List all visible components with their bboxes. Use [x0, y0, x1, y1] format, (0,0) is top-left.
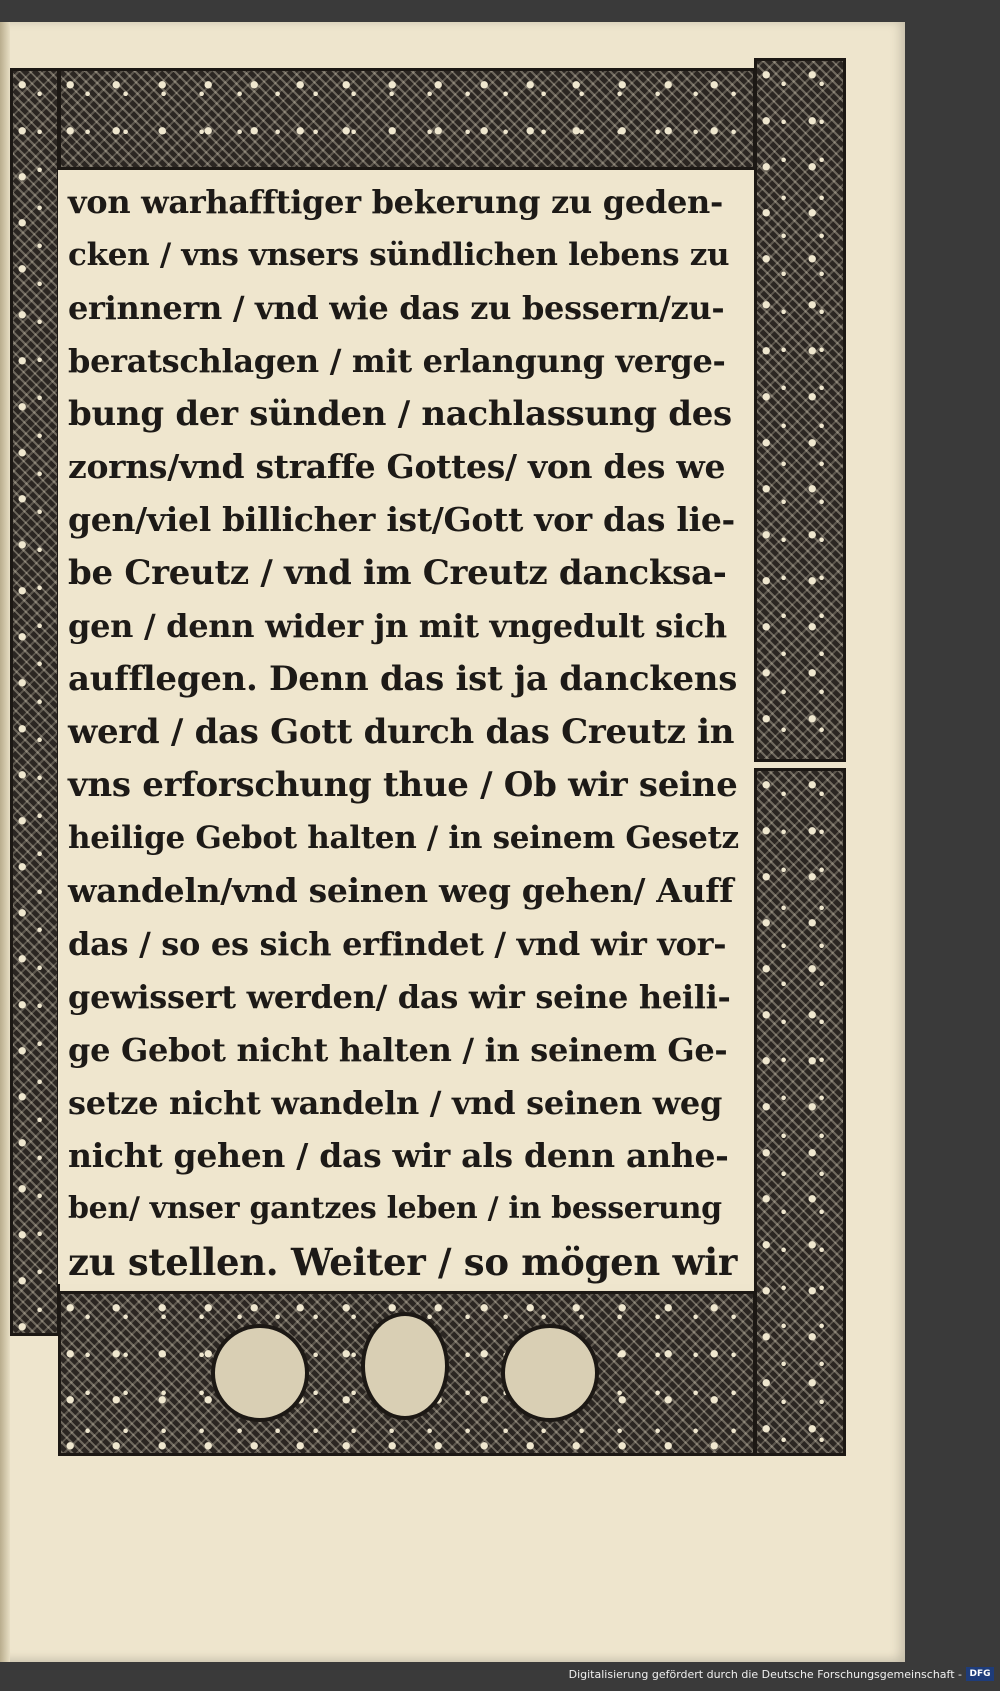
rosette-ornament-left — [211, 1324, 309, 1422]
text-line: cken / vns vnsers sündlichen lebens zu — [68, 237, 730, 273]
text-block — [58, 170, 750, 1284]
text-line: be Creutz / vnd im Creutz dancksa- — [68, 553, 727, 593]
text-line: wandeln/vnd seinen weg gehen/ Auff — [68, 871, 734, 910]
text-line: von warhafftiger bekerung zu geden- — [68, 183, 723, 221]
text-line: gewissert werden/ das wir seine heili- — [68, 978, 731, 1016]
text-line: aufflegen. Denn das ist ja danckens — [68, 659, 738, 699]
dfg-logo-icon: DFG — [966, 1667, 994, 1681]
text-line: gen / denn wider jn mit vngedult sich — [68, 607, 727, 645]
text-line: zu stellen. Weiter / so mögen wir — [68, 1240, 738, 1284]
left-woodcut-border — [10, 68, 60, 1336]
funding-credit: Digitalisierung gefördert durch die Deutsche Forschungsgemeinschaft - — [568, 1668, 962, 1681]
right-woodcut-border-upper — [754, 58, 846, 762]
text-line: zorns/vnd straffe Gottes/ von des we — [68, 447, 726, 486]
text-line: setze nicht wandeln / vnd seinen weg — [68, 1084, 723, 1122]
text-line: gen/viel billicher ist/Gott vor das lie- — [68, 500, 735, 539]
text-line: nicht gehen / das wir als denn anhe- — [68, 1136, 729, 1175]
face-ornament-center — [361, 1312, 449, 1420]
text-line: das / so es sich erfindet / vnd wir vor- — [68, 925, 727, 963]
text-line: beratschlagen / mit erlangung verge- — [68, 342, 726, 380]
text-line: erinnern / vnd wie das zu bessern/zu- — [68, 289, 725, 327]
right-woodcut-border-lower — [754, 768, 846, 1456]
text-line: vns erforschung thue / Ob wir seine — [68, 765, 738, 805]
bottom-woodcut-border — [58, 1291, 756, 1456]
rosette-ornament-right — [501, 1324, 599, 1422]
top-woodcut-border — [58, 68, 756, 170]
text-line: heilige Gebot halten / in seinem Gesetz — [68, 820, 739, 856]
text-line: werd / das Gott durch das Creutz in — [68, 712, 735, 752]
text-line: bung der sünden / nachlassung des — [68, 394, 732, 434]
text-line: ben/ vnser gantzes leben / in besserung — [68, 1191, 722, 1226]
text-line: ge Gebot nicht halten / in seinem Ge- — [68, 1031, 728, 1069]
page-gutter — [0, 22, 10, 1662]
